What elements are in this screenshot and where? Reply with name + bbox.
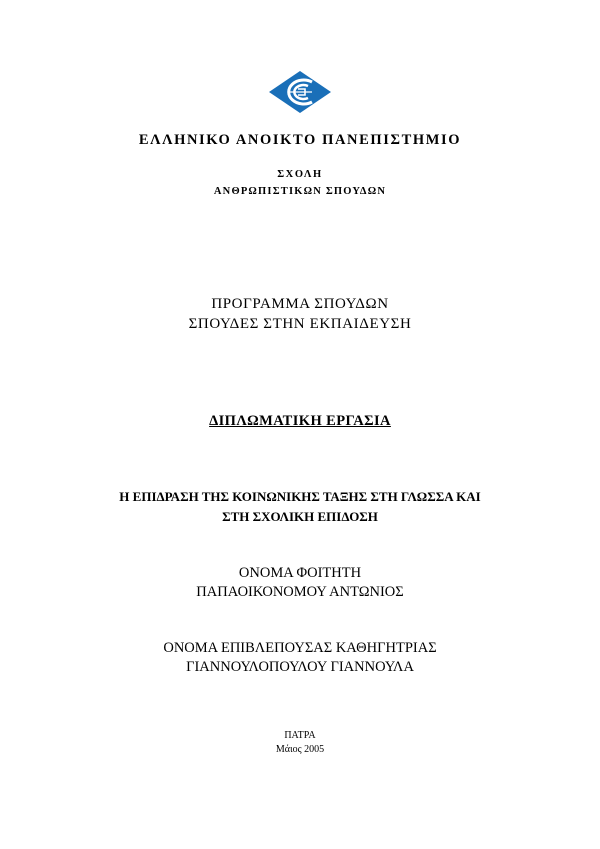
date: Μάιος 2005	[275, 744, 325, 755]
school-label: ΣΧΟΛΗ	[277, 169, 323, 180]
thesis-title-line-1: Η ΕΠΙΔΡΑΣΗ ΤΗΣ ΚΟΙΝΩΝΙΚΗΣ ΤΑΞΗΣ ΣΤΗ ΓΛΩΣΣΑ ΚΑΙ	[119, 489, 481, 504]
program-name: ΣΠΟΥΔΕΣ ΣΤΗΝ ΕΚΠΑΙΔΕΥΣΗ	[188, 316, 412, 332]
city: ΠΑΤΡΑ	[284, 730, 316, 741]
student-label: ΟΝΟΜΑ ΦΟΙΤΗΤΗ	[238, 565, 362, 581]
thesis-type-heading: ΔΙΠΛΩΜΑΤΙΚΗ ΕΡΓΑΣΙΑ	[209, 413, 391, 429]
program-label: ΠΡΟΓΡΑΜΜΑ ΣΠΟΥΔΩΝ	[211, 296, 389, 312]
university-logo-icon	[268, 70, 332, 114]
supervisor-label: ΟΝΟΜΑ ΕΠΙΒΛΕΠΟΥΣΑΣ ΚΑΘΗΓΗΤΡΙΑΣ	[163, 640, 437, 656]
university-name: ΕΛΛΗΝΙΚΟ ΑΝΟΙΚΤΟ ΠΑΝΕΠΙΣΤΗΜΙΟ	[138, 132, 462, 148]
student-name: ΠΑΠΑΟΙΚΟΝΟΜΟΥ ΑΝΤΩΝΙΟΣ	[196, 584, 404, 600]
supervisor-name: ΓΙΑΝΝΟΥΛΟΠΟΥΛΟΥ ΓΙΑΝΝΟΥΛΑ	[186, 659, 414, 675]
thesis-title-line-2: ΣΤΗ ΣΧΟΛΙΚΗ ΕΠΙΔΟΣΗ	[222, 509, 378, 524]
school-name: ΑΝΘΡΩΠΙΣΤΙΚΩΝ ΣΠΟΥΔΩΝ	[213, 186, 387, 197]
